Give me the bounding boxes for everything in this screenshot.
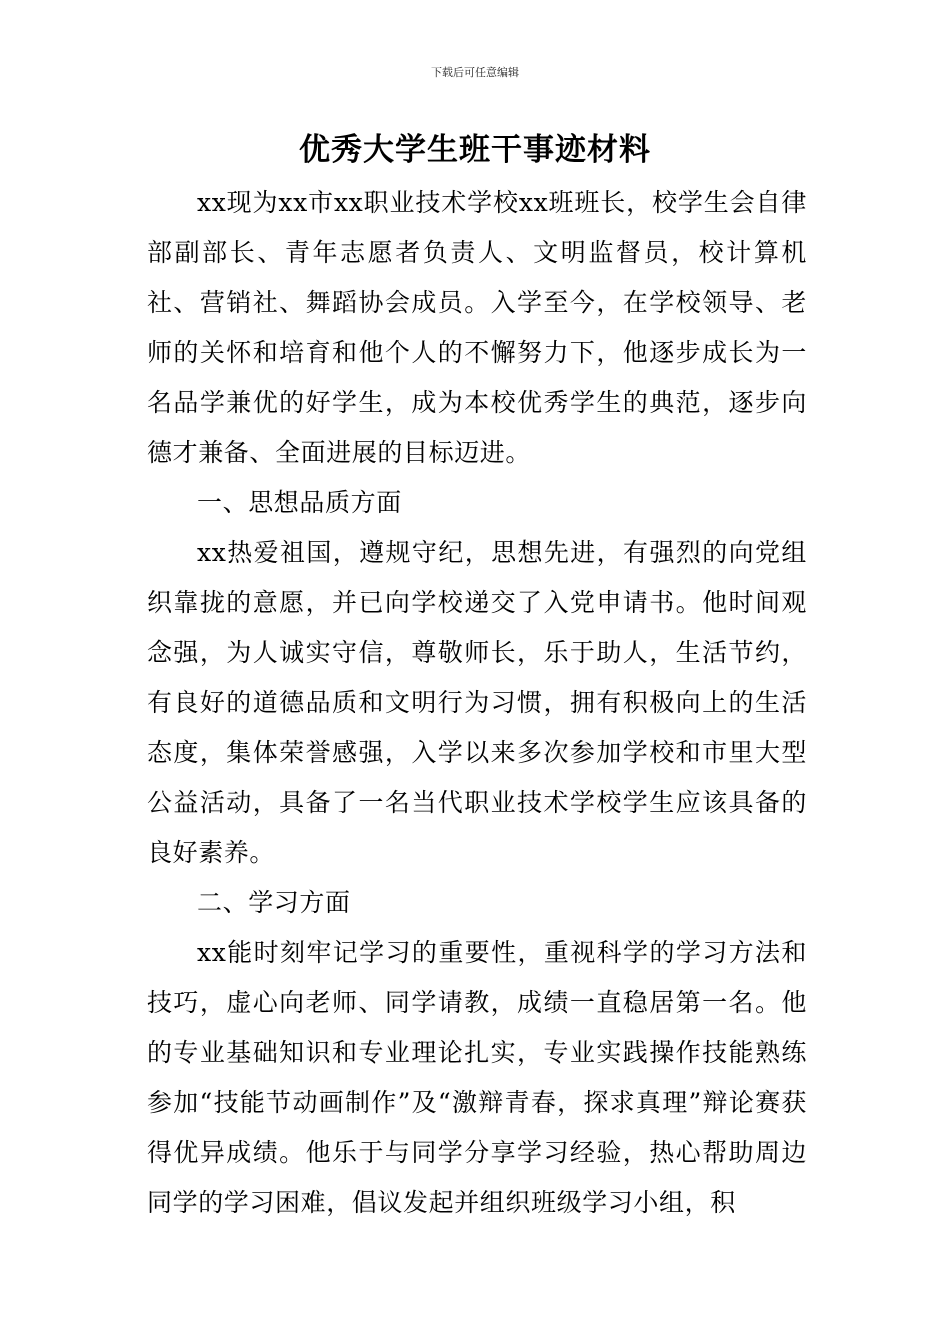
section-heading-study: 二、学习方面 — [197, 888, 351, 917]
document-body — [147, 178, 807, 1228]
document-title: 优秀大学生班干事迹材料 — [299, 132, 651, 168]
paragraph-study: xx能时刻牢记学习的重要性，重视科学的学习方法和技巧，虚心向老师、同学请教，成绩一直稳居第一名。他的专业基础知识和专业理论扎实，专业实践操作技能熟练参加“技能节动画制作”及“激辩青春，探求真理”辩论赛获得优异成绩。他乐于与同学分享学习经验，热心帮助周边同学的学习困难，倡议发起并组织班级学习小组，积 — [147, 938, 807, 1217]
page-header-note: 下载后可任意编辑 — [431, 66, 519, 79]
paragraph-ideology: xx热爱祖国，遵规守纪，思想先进，有强烈的向党组织靠拢的意愿，并已向学校递交了入党申请书。他时间观念强，为人诚实守信，尊敬师长，乐于助人，生活节约，有良好的道德品质和文明行为习惯，拥有积极向上的生活态度，集体荣誉感强，入学以来多次参加学校和市里大型公益活动，具备了一名当代职业技术学校学生应该具备的良好素养。 — [147, 538, 807, 867]
paragraph-intro: xx现为xx市xx职业技术学校xx班班长，校学生会自律部副部长、青年志愿者负责人、文明监督员，校计算机社、营销社、舞蹈协会成员。入学至今，在学校领导、老师的关怀和培育和他个人的不懈努力下，他逐步成长为一名品学兼优的好学生，成为本校优秀学生的典范，逐步向德才兼备、全面进展的目标迈进。 — [147, 188, 807, 467]
section-heading-ideology: 一、思想品质方面 — [197, 488, 402, 517]
